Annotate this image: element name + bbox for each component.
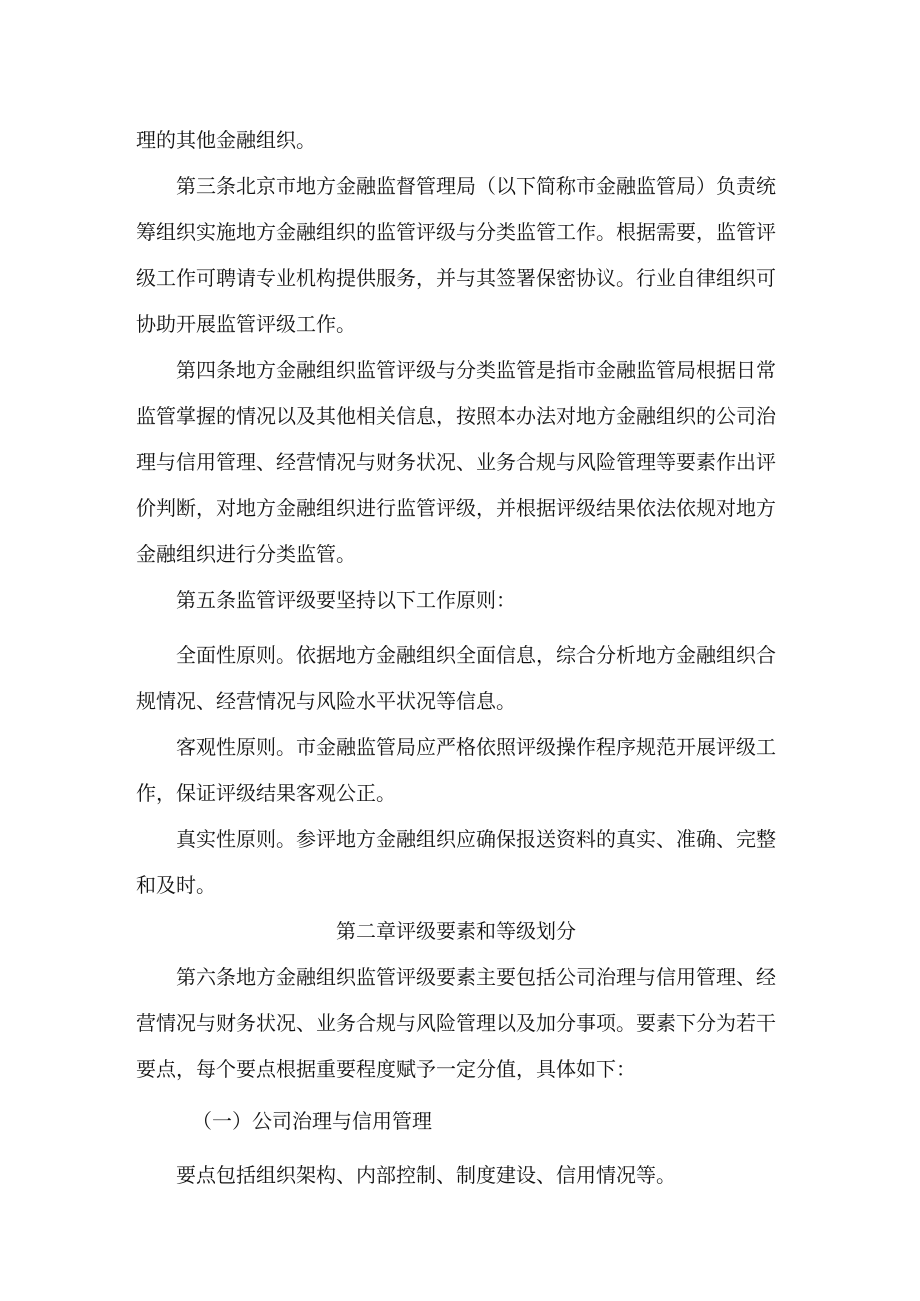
paragraph-continued: 理的其他金融组织。 [136,128,316,152]
article-4: 第四条地方金融组织监管评级与分类监管是指市金融监管局根据日常监管掌握的情况以及其他相关信息，按照本办法对地方金融组织的公司治理与信用管理、经营情况与财务状况、业务合规与风险管理等要素作出评价判断，对地方金融组织进行监管评级，并根据评级结果依法依规对地方金融组织进行分类监管。 [136,358,776,566]
principle-comprehensive: 全面性原则。依据地方金融组织全面信息，综合分析地方金融组织合规情况、经营情况与风险水平状况等信息。 [136,643,776,713]
chapter-2-title: 第二章评级要素和等级划分 [336,919,576,943]
principle-authentic: 真实性原则。参评地方金融组织应确保报送资料的真实、准确、完整和及时。 [136,827,776,897]
article-5: 第五条监管评级要坚持以下工作原则： [176,588,516,612]
section-1-points: 要点包括组织架构、内部控制、制度建设、信用情况等。 [176,1163,676,1187]
article-3: 第三条北京市地方金融监督管理局（以下简称市金融监管局）负责统筹组织实施地方金融组织的监管评级与分类监管工作。根据需要，监管评级工作可聘请专业机构提供服务，并与其签署保密协议。行业自律组织可协助开展监管评级工作。 [136,174,776,336]
principle-objective: 客观性原则。市金融监管局应严格依照评级操作程序规范开展评级工作，保证评级结果客观公正。 [136,735,776,805]
article-6: 第六条地方金融组织监管评级要素主要包括公司治理与信用管理、经营情况与财务状况、业务合规与风险管理以及加分事项。要素下分为若干要点，每个要点根据重要程度赋予一定分值，具体如下： [136,965,776,1081]
section-1-heading: （一）公司治理与信用管理 [192,1109,432,1133]
